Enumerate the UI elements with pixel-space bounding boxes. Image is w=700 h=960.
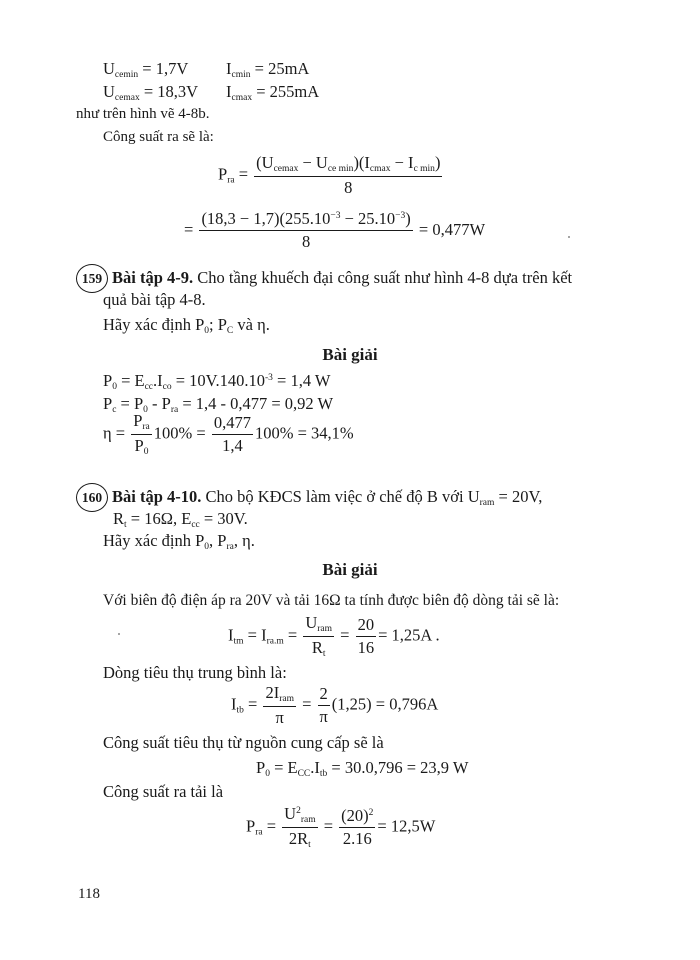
speck — [118, 633, 120, 635]
exercise-160-badge: 160 — [76, 483, 108, 512]
power-out-intro: Công suất ra sẽ là: — [103, 129, 214, 145]
page-number: 118 — [78, 886, 100, 902]
icmax-value: 255mA — [269, 82, 320, 101]
solution-160-heading: Bài giải — [322, 560, 378, 579]
exercise-160-question: Hãy xác định $P_0$, $P_{ra}$, η. — [103, 531, 255, 552]
exercise-160-line2: $R_t = 16\Omega$, $E_{cc} = 30V$. — [113, 509, 248, 530]
pra-calc: = $\frac{(18,3 - 1,7)(255.10^{-3} - 25.10^{-3})}{8}$ = 0,477W — [184, 209, 486, 251]
eta-line: η = $\frac{P_{ra}}{P_0}$ 100% = $\frac{0,477}{1,4}$ 100% = 34,1% — [103, 411, 354, 457]
avg-current-label: Dòng tiêu thụ trung bình là: — [103, 663, 287, 682]
solution-160-intro: Với biên độ điện áp ra 20V và tải 16Ω ta tính được biên độ dòng tải sẽ là: — [103, 592, 560, 609]
pra-numerator: (U — [256, 153, 274, 172]
exercise-159-title: Bài tập 4-9. — [112, 268, 194, 287]
itb-formula: $I_{tb}$ = $\frac{2I_{ram}}{\pi}$ = $\frac{2}{\pi}$ (1,25) = 0,796A — [231, 683, 439, 727]
ucemin-line: $U_{cemin} = 1,7V$ — [103, 59, 189, 80]
itb-result: (1,25) = 0,796A — [331, 694, 439, 714]
im-formula: $I_{tm} = I_{ra.m}$ = $\frac{U_{ram}}{R_t}$ = $\frac{20}{16}$ = 1,25A . — [228, 613, 440, 659]
solution-159-heading: Bài giải — [322, 345, 378, 364]
icmin-value: 25mA — [268, 59, 310, 78]
p0-supply-line: $P_0 = E_{CC}.I_{tb} = 30.0,796 = 23,9$ W — [256, 758, 469, 779]
exercise-160-line1: Bài tập 4-10. Cho bộ KĐCS làm việc ở chế độ B với $U_{ram} = 20V$, — [112, 487, 543, 508]
exercise-159-line2: quả bài tập 4-8. — [103, 290, 206, 309]
exercise-159-question: Hãy xác định $P_0$; $P_C$ và η. — [103, 315, 270, 336]
as-figure-text: như trên hình vẽ 4-8b. — [76, 106, 210, 122]
pra-formula: $P_{ra}$ = $\frac{(U_{cemax} - U_{ce min})(I_{cmax} - I_{c min})}{8}$ — [218, 153, 441, 197]
pra-load-formula: $P_{ra}$ = $\frac{U^2_{ram}}{2R_t}$ = $\frac{(20)^2}{2.16}$ = 12,5W — [246, 804, 436, 850]
p0-supply-result: = 30.0,796 = 23,9 W — [327, 758, 469, 777]
ucemax-line: $U_{cemax} = 18,3V$ — [103, 82, 199, 103]
load-power-label: Công suất ra tải là — [103, 782, 224, 801]
eta-result: 100% = 34,1% — [254, 423, 354, 443]
exercise-160-title: Bài tập 4-10. — [112, 487, 202, 506]
pra-load-result: = 12,5W — [377, 816, 436, 836]
ucemin-value: 1,7V — [155, 59, 189, 78]
exercise-159-badge: 159 — [76, 264, 108, 293]
speck — [568, 236, 570, 238]
supply-power-label: Công suất tiêu thụ từ nguồn cung cấp sẽ là — [103, 733, 384, 752]
p0-line: $P_0 = E_{cc}.I_{co} = 10V.140.10^{-3} = 1,4$ W — [103, 371, 331, 392]
pra-result: = 0,477W — [418, 219, 486, 239]
icmin-line: $I_{cmin} = 25mA$ — [226, 59, 310, 80]
pra-fraction: $\frac{(U_{cemax} - U_{ce min})(I_{cmax} - I_{c min})}{8}$ — [256, 153, 441, 197]
pra-calc-fraction: $\frac{(18,3 - 1,7)(255.10^{-3} - 25.10^{-3})}{8}$ — [201, 209, 411, 251]
pra-denominator: 8 — [344, 177, 353, 197]
exercise-159-line1: Bài tập 4-9. Cho tầng khuếch đại công suất như hình 4-8 dựa trên kết — [112, 268, 573, 287]
ucemax-value: 18,3V — [157, 82, 199, 101]
pc-line: $P_c = P_0 - P_{ra} = 1,4 - 0,477 = 0,92$ W — [103, 394, 334, 415]
im-result: = 1,25A . — [378, 625, 440, 645]
icmax-line: $I_{cmax} = 255mA$ — [226, 82, 320, 103]
